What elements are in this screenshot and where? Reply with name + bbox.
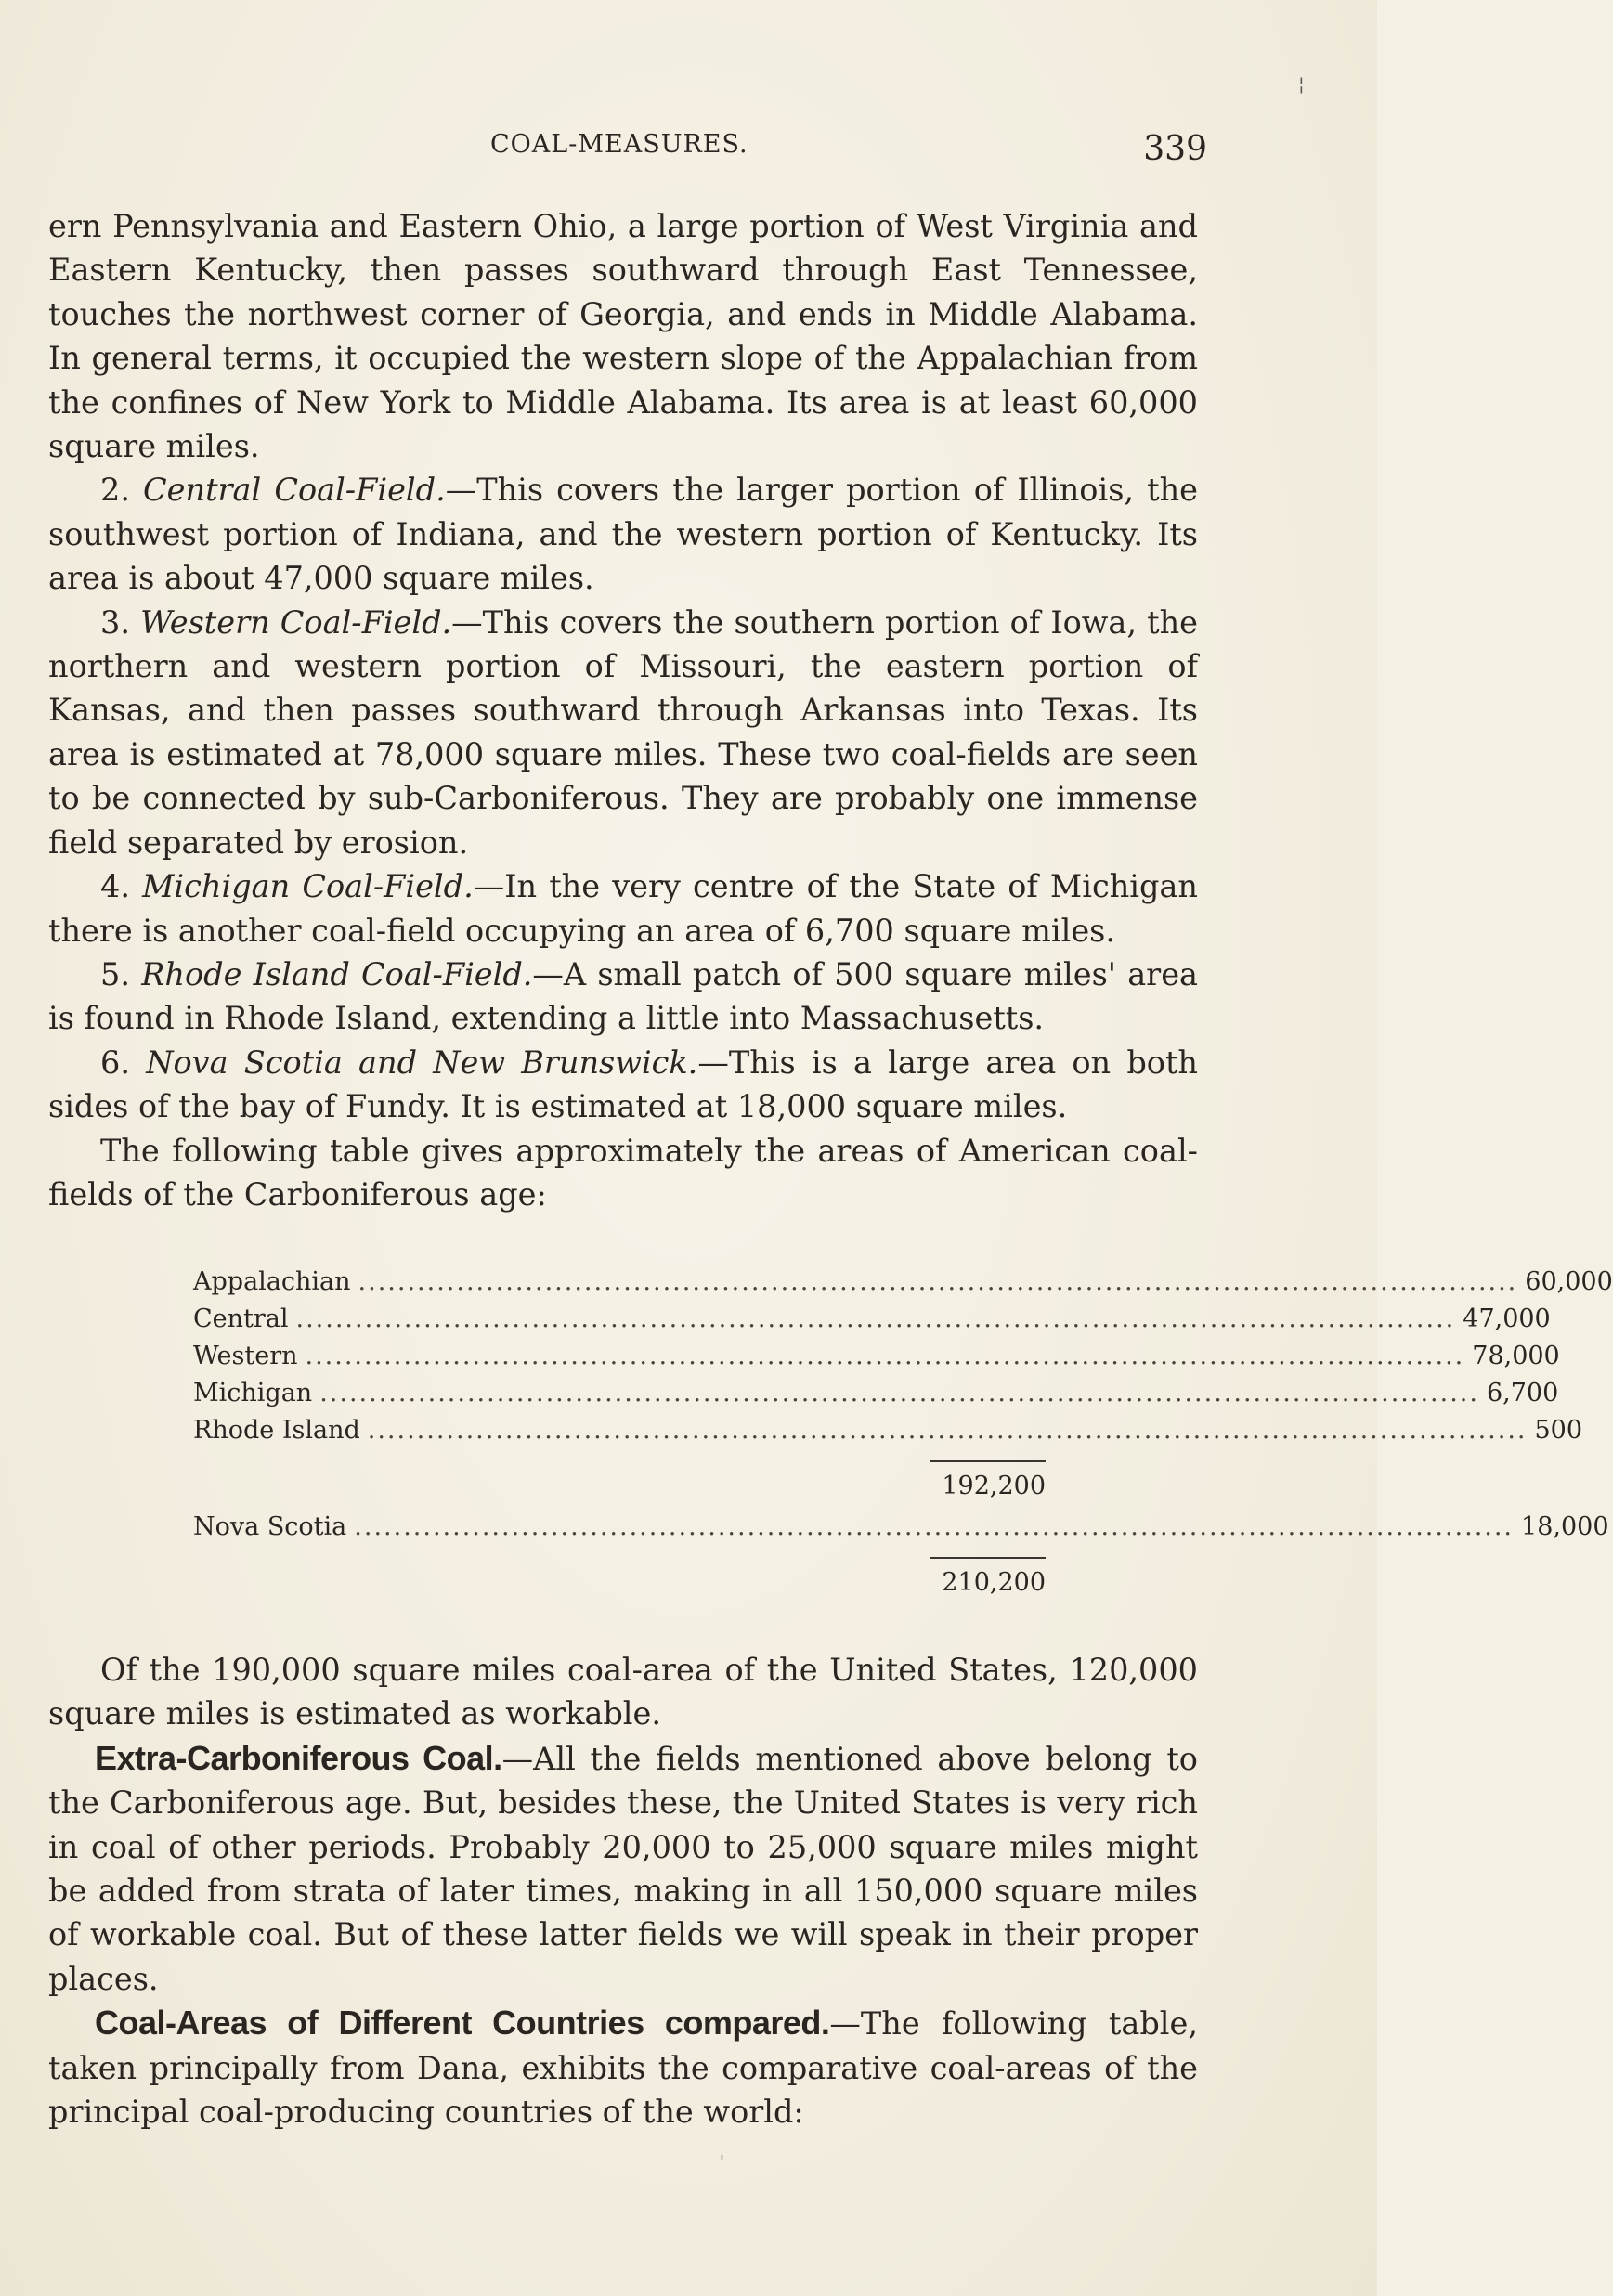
table-row: [193, 1512, 1609, 1550]
paragraph-nova-scotia: [48, 1041, 1198, 1129]
item-title: Central Coal-Field.: [143, 472, 446, 509]
row-label: Rhode Island: [193, 1416, 360, 1445]
paragraph-coal-areas: [48, 2001, 1198, 2134]
grand-total: 210,200: [942, 1568, 1046, 1597]
page-header: [483, 130, 1207, 176]
subtotal: 192,200: [942, 1472, 1046, 1500]
running-head: COAL-MEASURES.: [490, 130, 748, 159]
leader-dots: ......................................................................................................................: [358, 1267, 1518, 1296]
paragraph: ern Pennsylvania and Eastern Ohio, a large portion of West Virginia and Eastern Kentucky, then passes southward through East Tennessee, touches the northwest corner of Georgia, and ends in Middle Alabama. In general terms, it occupied the western slope of the Appalachian from the confines of New York to Middle Alabama. Its area is at least 60,000 square miles.: [48, 208, 1198, 465]
paragraph-extra-carboniferous: [48, 1736, 1198, 2001]
row-value: 500: [1534, 1416, 1583, 1445]
leader-dots: ......................................................................................................................: [319, 1379, 1479, 1407]
leader-dots: ......................................................................................................................: [367, 1416, 1528, 1445]
page-number: 339: [1143, 130, 1207, 168]
item-number: 5.: [100, 955, 130, 992]
print-mark: ': [720, 2152, 724, 2172]
row-label: Michigan: [193, 1379, 313, 1407]
coal-field-table: [193, 1267, 1613, 1609]
leader-dots: ......................................................................................................................: [295, 1304, 1456, 1333]
paragraph-michigan: [48, 864, 1198, 953]
item-text: —In the very centre of the State of Michigan there is another coal-field occupying an area of 6,700 square miles.: [48, 868, 1198, 949]
paragraph-western: [48, 601, 1198, 864]
leader-dots: ......................................................................................................................: [354, 1512, 1515, 1541]
table-row: [193, 1416, 1583, 1453]
item-title: Nova Scotia and New Brunswick.: [146, 1044, 698, 1081]
section-heading: Coal-Areas of Different Countries compared.: [95, 2004, 830, 2043]
table-row: [193, 1379, 1559, 1416]
item-title: Michigan Coal-Field.: [142, 868, 474, 905]
item-text: —A small patch of 500 square miles' area is found in Rhode Island, extending a little into Massachusetts.: [48, 955, 1198, 1037]
item-text: —This is a large area on both sides of the bay of Fundy. It is estimated at 18,000 square miles.: [48, 1044, 1198, 1125]
row-value: 18,000: [1521, 1512, 1609, 1541]
item-title: Rhode Island Coal-Field.: [141, 955, 533, 992]
table-row: [193, 1304, 1551, 1342]
margin-mark: ¦: [1298, 72, 1305, 95]
row-label: Western: [193, 1342, 298, 1370]
item-text: —This covers the southern portion of Iowa, the northern and western portion of Missouri, the eastern portion of Kansas, and then passes southward through Arkansas into Texas. Its area is estimated at 78,000 square miles. These two coal-fields are seen to be connected by sub-Carboniferous. They are probably one immense field separated by erosion.: [48, 603, 1198, 861]
body-text: [48, 204, 1198, 1216]
item-number: 6.: [100, 1044, 130, 1081]
row-value: 6,700: [1486, 1379, 1559, 1407]
item-number: 4.: [100, 868, 130, 905]
item-text: —This covers the larger portion of Illinois, the southwest portion of Indiana, and the western portion of Kentucky. Its area is about 47,000 square miles.: [48, 472, 1198, 597]
body-text-continued: [48, 1648, 1198, 2134]
row-value: 60,000: [1525, 1267, 1613, 1296]
row-label: Nova Scotia: [193, 1512, 347, 1541]
section-text: —The following table, taken principally from Dana, exhibits the comparative coal-areas of the principal coal-producing countries of the world:: [48, 2005, 1198, 2131]
leader-dots: ......................................................................................................................: [305, 1342, 1465, 1370]
section-text: —All the fields mentioned above belong to the Carboniferous age. But, besides these, the United States is very rich in coal of other periods. Probably 20,000 to 25,000 square miles might be added from strata of later times, making in all 150,000 square miles of workable coal. But of these latter fields we will speak in their proper places.: [48, 1740, 1198, 1997]
item-number: 3.: [100, 603, 130, 641]
table-row: [193, 1267, 1613, 1304]
sum-rule: [930, 1557, 1046, 1559]
row-label: Central: [193, 1304, 289, 1333]
item-number: 2.: [100, 472, 130, 509]
paragraph-central: [48, 468, 1198, 600]
section-heading: Extra-Carboniferous Coal.: [95, 1738, 502, 1777]
row-value: 47,000: [1463, 1304, 1551, 1333]
item-title: Western Coal-Field.: [140, 603, 452, 641]
paragraph-rhode-island: [48, 953, 1198, 1041]
paragraph-table-intro: The following table gives approximately the areas of American coal-fields of the Carboniferous age:: [48, 1132, 1198, 1213]
table-row: [193, 1342, 1560, 1379]
row-value: 78,000: [1472, 1342, 1560, 1370]
sum-rule: [930, 1460, 1046, 1462]
paragraph-workable: Of the 190,000 square miles coal-area of the United States, 120,000 square miles is estimated as workable.: [48, 1652, 1198, 1732]
row-label: Appalachian: [193, 1267, 351, 1296]
